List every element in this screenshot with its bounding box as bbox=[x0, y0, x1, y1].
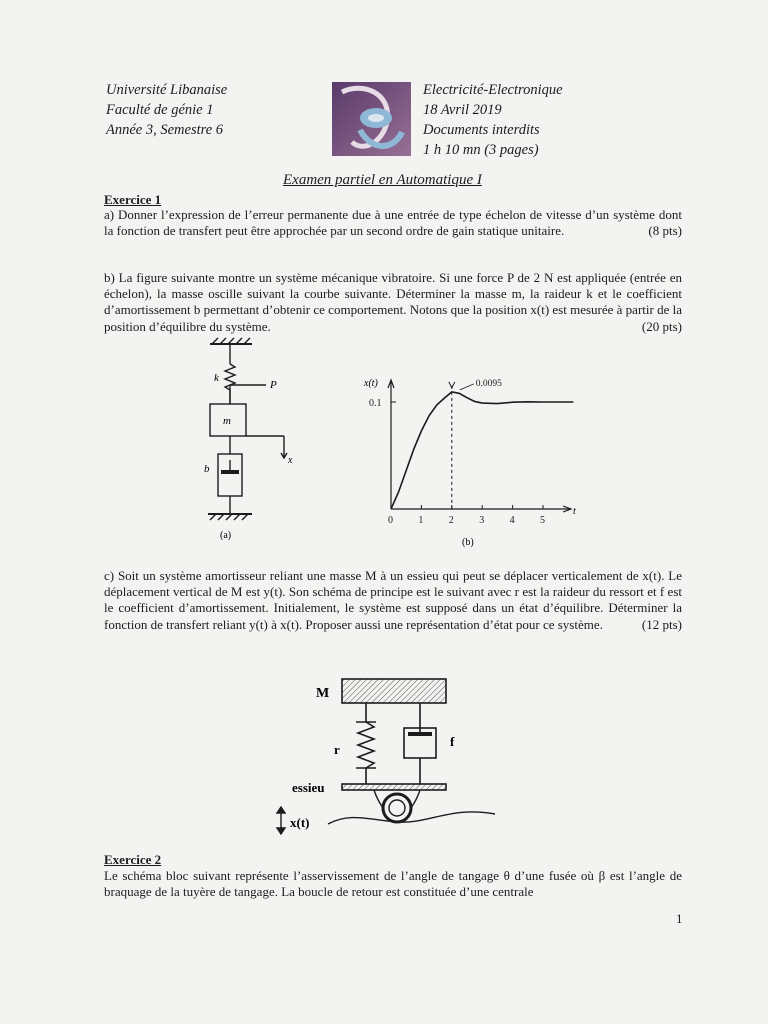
spring-label-r: r bbox=[334, 742, 340, 757]
exercice1-title: Exercice 1 bbox=[104, 192, 162, 207]
part-a-text: a) Donner l’expression de l’erreur permanente due à une entrée de type échelon de vitesse d’un système dont la fonction de transfert peut être approchée par un second ordre de gain statique unitaire. bbox=[104, 207, 682, 239]
part-b-points: (20 pts) bbox=[641, 318, 682, 334]
figure-b-caption: (b) bbox=[462, 537, 474, 548]
mass-label-M: M bbox=[316, 686, 330, 701]
y-tick-label: 0.1 bbox=[369, 398, 382, 409]
x-tick-label: 5 bbox=[540, 515, 545, 526]
axle-label-essieu: essieu bbox=[292, 780, 325, 795]
displacement-label-x: x bbox=[288, 455, 293, 466]
part-a-points: (8 pts) bbox=[648, 223, 682, 239]
part-c-text: c) Soit un système amortisseur reliant une masse M à un essieu qui peut se déplacer verticalement de x(t). Le déplacement vertical de M est y(t). Son schéma de principe est le suivant avec r est la raideur du ressort et f est le coefficient d’amortissement. Initialement, le système est supposé dans un état d’équilibre. Déterminer la fonction de transfert reliant y(t) à x(t). Proposer aussi une représentation d’état pour ce système. bbox=[104, 568, 682, 632]
part-c-points: (12 pts) bbox=[641, 616, 682, 632]
damper-label-b: b bbox=[204, 463, 210, 475]
figure-b-step-response-chart bbox=[360, 370, 590, 550]
exercice1-part-b bbox=[104, 270, 682, 335]
response-curve bbox=[391, 392, 573, 509]
wheel bbox=[383, 794, 411, 822]
displacement-label-xt: x(t) bbox=[290, 815, 310, 830]
x-axis-label: t bbox=[573, 506, 576, 517]
university-logo bbox=[332, 82, 411, 156]
year-semester: Année 3, Semestre 6 bbox=[106, 122, 224, 138]
exercice2-title: Exercice 2 bbox=[104, 852, 162, 867]
x-tick-label: 4 bbox=[509, 515, 515, 526]
faculty-name: Faculté de génie 1 bbox=[106, 102, 214, 118]
page-number: 1 bbox=[676, 911, 683, 926]
mass-label-m: m bbox=[223, 415, 231, 427]
annotation-leader bbox=[460, 384, 474, 390]
exam-title: Examen partiel en Automatique I bbox=[283, 172, 482, 188]
exercice2-text: Le schéma bloc suivant représente l’asservissement de l’angle de tangage θ d’une fusée où β est l’angle de braquage de la tuyère de tangage. La boucle de retour est constituée d’une centrale bbox=[104, 868, 682, 900]
exercice1-part-c bbox=[104, 568, 682, 633]
peak-arrow bbox=[449, 382, 455, 388]
exam-duration: 1 h 10 mn (3 pages) bbox=[423, 142, 539, 158]
header-university bbox=[106, 80, 227, 140]
part-b-text: b) La figure suivante montre un système mécanique vibratoire. Si une force P de 2 N est appliquée (entrée en échelon), la masse oscille suivant la courbe suivante. Déterminer la masse m, la raideur k et le coefficient d’amortissement b permettant d’obtenir ce comportement. Notons que la position x(t) est mesurée à partir de la position d’équilibre du système. bbox=[104, 270, 682, 334]
axle-bar bbox=[342, 784, 446, 790]
figure-c-suspension bbox=[270, 674, 505, 836]
x-tick-label: 3 bbox=[479, 515, 485, 526]
overshoot-annotation: 0.0095 bbox=[475, 378, 502, 389]
spring-label-k: k bbox=[214, 372, 219, 384]
header-course bbox=[423, 80, 563, 160]
force-label-p: P bbox=[270, 379, 277, 391]
figure-a-mass-spring-damper bbox=[196, 336, 306, 546]
y-axis-label: x(t) bbox=[364, 378, 378, 389]
damper-label-f: f bbox=[450, 734, 455, 749]
mass-block bbox=[342, 679, 446, 703]
road-profile bbox=[328, 812, 495, 824]
figure-a-caption: (a) bbox=[220, 530, 232, 541]
exam-date: 18 Avril 2019 bbox=[423, 102, 502, 118]
x-tick-label: 2 bbox=[448, 515, 454, 526]
x-tick-label: 1 bbox=[418, 515, 424, 526]
documents-rule: Documents interdits bbox=[423, 122, 540, 138]
exercice1-part-a bbox=[104, 207, 682, 239]
university-name: Université Libanaise bbox=[106, 82, 228, 98]
course-name: Electricité-Electronique bbox=[423, 82, 563, 98]
x-tick-label: 0 bbox=[388, 515, 393, 526]
